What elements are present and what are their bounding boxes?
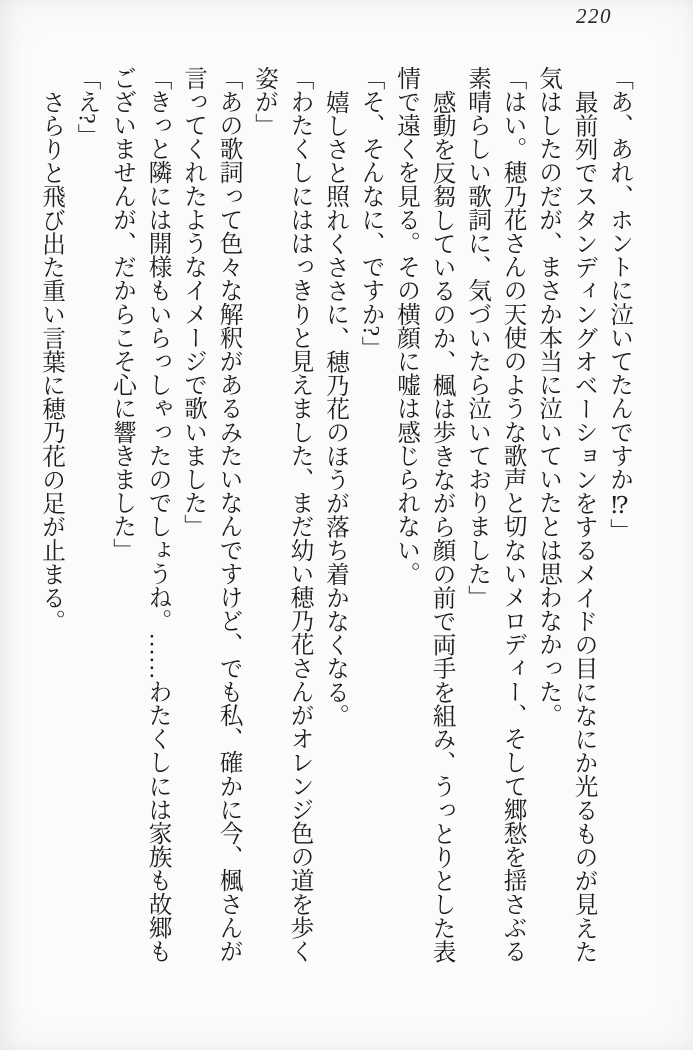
paragraph-7: 「わたくしにははっきりと見えました、まだ幼い穂乃花さんがオレンジ色の道を歩く姿が」 xyxy=(251,66,313,963)
paragraph-3: 「はい。穂乃花さんの天使のような歌声と切ないメロディー、そして郷愁を揺さぶる素晴らしい歌詞に、気づいたら泣いておりました」 xyxy=(464,66,526,963)
paragraph-2: 最前列でスタンディングオベーションをするメイドの目になにか光るものが見えた気はしたのだが、まさか本当に泣いていたとは思わなかった。 xyxy=(535,66,597,963)
paragraph-6: 嬉しさと照れくささに、穂乃花のほうが落ち着かなくなる。 xyxy=(322,89,348,727)
paragraph-4: 感動を反芻しているのか、楓は歩きながら顔の前で両手を組み、うっとりとした表情で遠くを見る。その横顔に嘘は感じられない。 xyxy=(393,66,455,963)
paragraph-8: 「あの歌詞って色々な解釈があるみたいなんですけど、でも私、確かに今、楓さんが言ってくれたようなイメージで歌いました」 xyxy=(180,66,242,963)
text-area xyxy=(33,66,637,968)
paragraph-9: 「きっと隣には開様もいらっしゃったのでしょうね。……わたくしには家族も故郷もございませんが、だからこそ心に響きました」 xyxy=(109,66,171,963)
paragraph-5: 「そ、そんなに、ですか?」 xyxy=(357,66,384,360)
paragraph-11: さらりと飛び出た重い言葉に穂乃花の足が止まる。 xyxy=(38,89,64,633)
page-number: 220 xyxy=(576,4,612,28)
paragraph-10: 「え?」 xyxy=(73,66,100,148)
paragraph-1: 「あ、あれ、ホントに泣いてたんですか⁉」 xyxy=(606,66,632,543)
